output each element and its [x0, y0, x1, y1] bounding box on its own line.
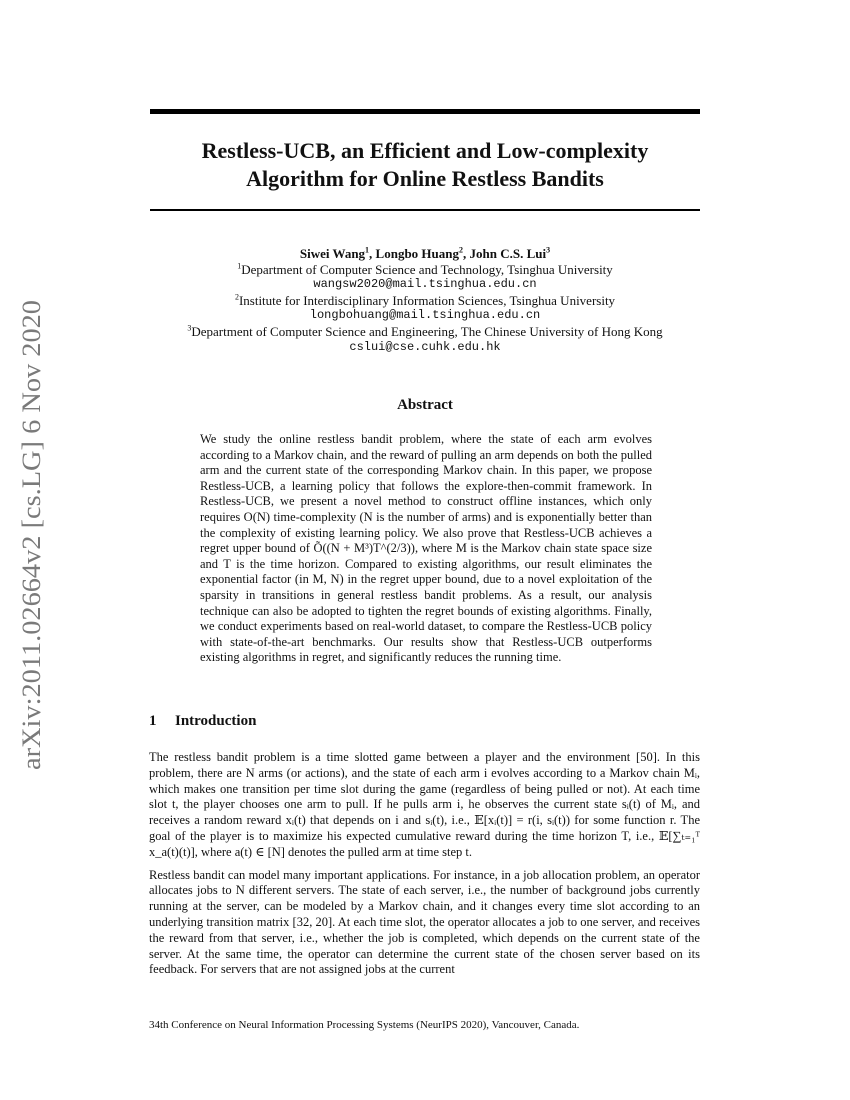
email-3[interactable]: cslui@cse.cuhk.edu.hk [349, 339, 501, 354]
arxiv-stamp [8, 295, 52, 775]
author-block [100, 246, 750, 355]
title-rule-bottom [150, 209, 700, 211]
paper-title [150, 137, 700, 193]
author-1-mark: 1 [365, 245, 370, 255]
author-3: John C.S. Lui [469, 246, 547, 261]
arxiv-stamp-text: arXiv:2011.02664v2 [cs.LG] 6 Nov 2020 [17, 339, 46, 770]
author-3-mark: 3 [546, 245, 551, 255]
author-2: Longbo Huang [375, 246, 459, 261]
introduction-body [149, 750, 700, 985]
section-heading-introduction [149, 713, 699, 730]
abstract-heading: Abstract [397, 397, 453, 413]
abstract-text: We study the online restless bandit problem, where the state of each arm evolves according to a Markov chain, and the reward of pulling an arm depends on both the pulled arm and the current state of the corresponding Markov chain. In this paper, we propose Restless-UCB, a learning policy that follows the explore-then-commit framework. In Restless-UCB, we present a novel method to construct offline instances, which only requires O(N) time-complexity (N is the number of arms) and is exponentially better than the complexity of existing learning policy. We also prove that Restless-UCB achieves a regret upper bound of Õ((N + M³)T^(2/3)), where M is the Markov chain state space size and T is the time horizon. Compared to existing algorithms, our result eliminates the exponential factor (in M, N) in the regret upper bound, due to a novel exploitation of the sparsity in transitions in general restless bandit problems. As a result, our analysis technique can also be adopted to tighten the regret bounds of existing algorithms. Finally, we conduct experiments based on real-world dataset, to compare the Restless-UCB policy with state-of-the-art benchmarks. Our results show that Restless-UCB outperforms existing algorithms in regret, and significantly reduces the running time. [200, 432, 652, 665]
paragraph-1: The restless bandit problem is a time slotted game between a player and the environment [50]. In this problem, there are N arms (or actions), and the state of each arm i evolves according to a Markov chain Mᵢ, which makes one transition per time slot during the game (regardless of being pulled or not). At each time slot t, the player chooses one arm to pull. If he pulls arm i, he observes the current state sᵢ(t) of Mᵢ, and receives a random reward xᵢ(t) that depends on i and sᵢ(t), i.e., 𝔼[xᵢ(t)] = r(i, sᵢ(t)) for some function r. The goal of the player is to maximize his expected cumulative reward during the time horizon T, i.e., 𝔼[∑ₜ₌₁ᵀ x_a(t)(t)], where a(t) ∈ [N] denotes the pulled arm at time step t. [149, 750, 700, 859]
affiliation-3: $^3$Department of Computer Science and Engineering, The Chinese University of Hong Kong [187, 323, 663, 339]
email-1[interactable]: wangsw2020@mail.tsinghua.edu.cn [313, 277, 537, 292]
section-number: 1 [149, 713, 157, 729]
title-rule-top [150, 109, 700, 114]
email-2[interactable]: longbohuang@mail.tsinghua.edu.cn [309, 308, 541, 323]
affiliation-1: $^1$Department of Computer Science and Technology, Tsinghua University [237, 261, 613, 277]
conference-footnote: 34th Conference on Neural Information Processing Systems (NeurIPS 2020), Vancouver, Canada. [149, 1019, 580, 1031]
title-line-1: Restless-UCB, an Efficient and Low-complexity [201, 138, 649, 163]
title-line-2: Algorithm for Online Restless Bandits [246, 166, 604, 191]
abstract-body [200, 432, 652, 666]
author-1: Siwei Wang [299, 246, 366, 261]
paragraph-2: Restless bandit can model many important applications. For instance, in a job allocation problem, an operator allocates jobs to N different servers. The state of each server, i.e., the number of background jobs currently running at the server, can be modeled by a Markov chain, and it changes every time slot according to an underlying transition matrix [32, 20]. At each time slot, the operator allocates a job to one server, and receives the reward from that server, i.e., whether the job is completed, which depends on the current state of the server. At the same time, the operator can determine the current state of the chosen server based on its feedback. For servers that are not assigned jobs at the current [149, 867, 700, 977]
author-names: Siwei Wang$^1$, Longbo Huang$^2$, John C.S. Lui$^3$ [299, 245, 551, 261]
author-2-mark: 2 [459, 245, 463, 255]
section-title: Introduction [175, 713, 257, 729]
affiliation-2: $^2$Institute for Interdisciplinary Information Sciences, Tsinghua University [234, 292, 616, 308]
